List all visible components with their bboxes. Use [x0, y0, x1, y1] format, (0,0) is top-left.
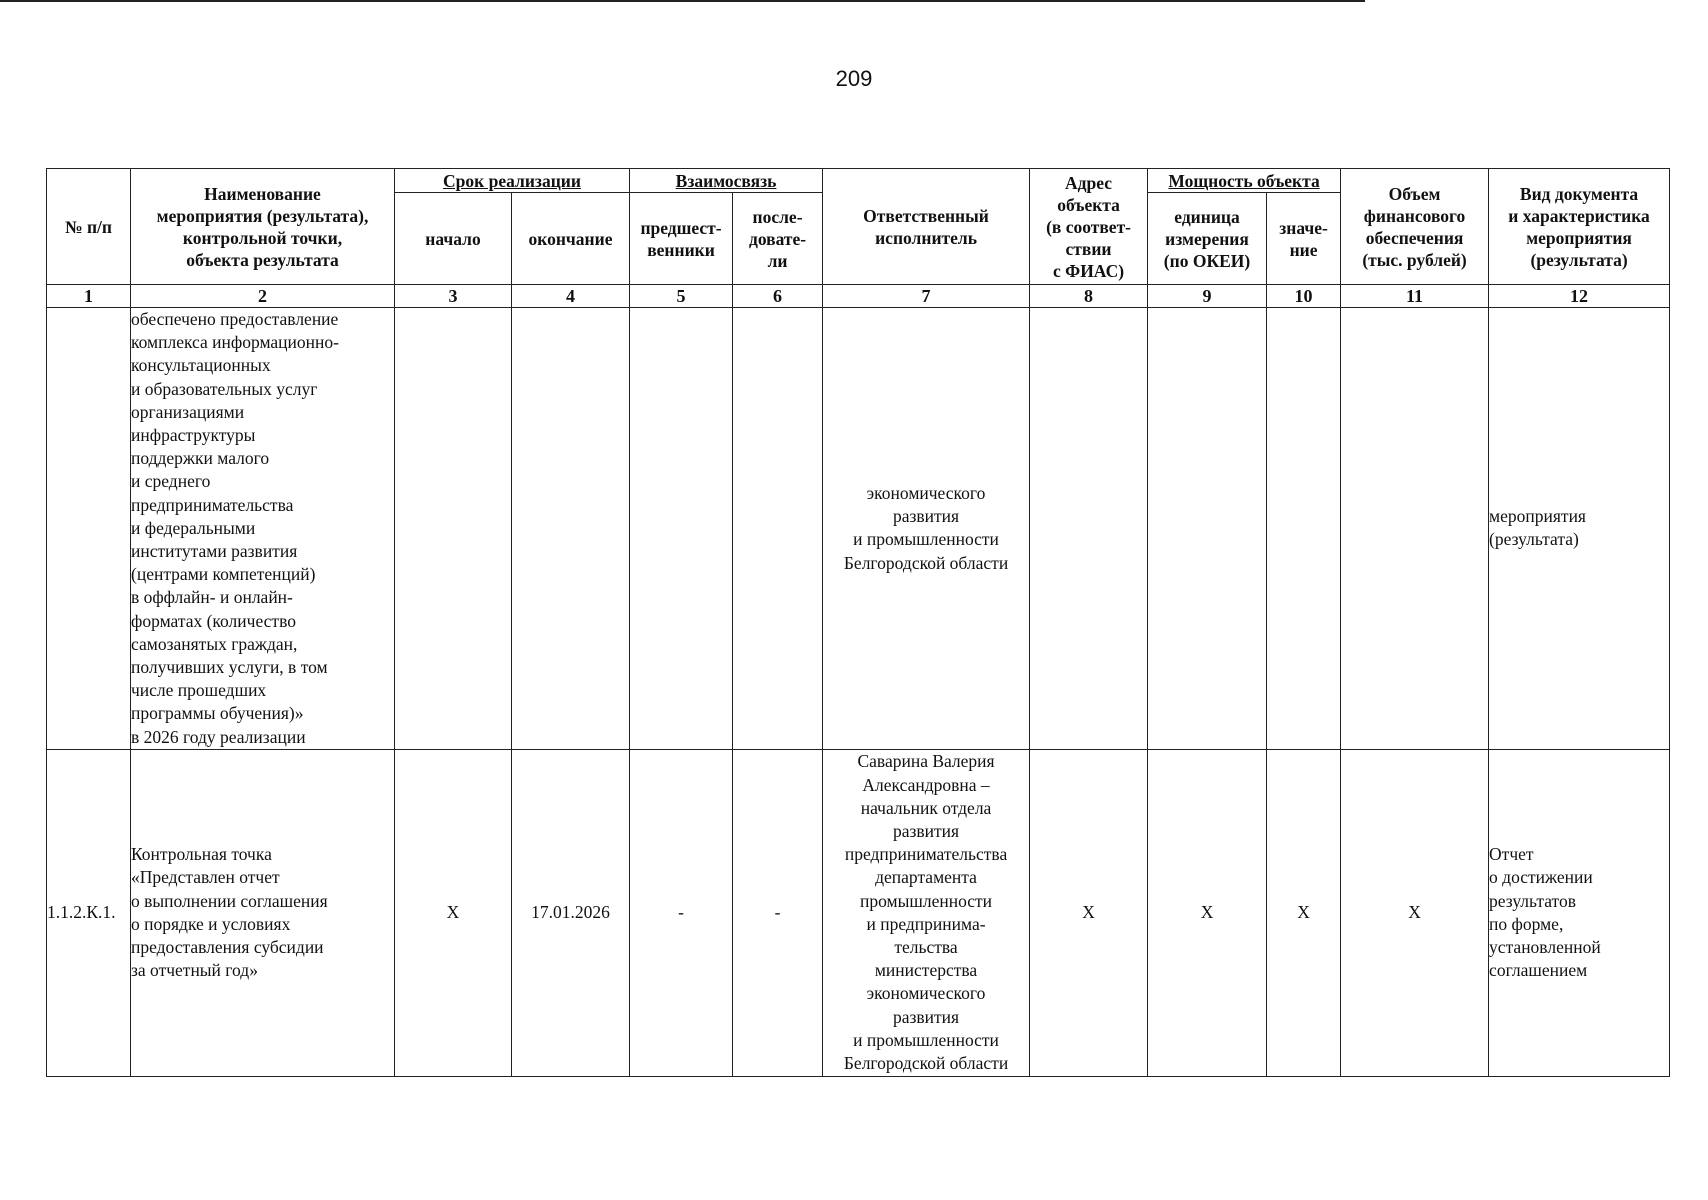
column-number: 10 — [1267, 285, 1341, 308]
row-address-cell — [1030, 308, 1148, 750]
column-number: 11 — [1341, 285, 1489, 308]
column-number: 9 — [1148, 285, 1267, 308]
column-number: 6 — [733, 285, 823, 308]
row-value: X — [1297, 902, 1310, 923]
row-end-cell — [512, 308, 630, 750]
column-number: 2 — [131, 285, 395, 308]
row-value-cell — [1267, 749, 1341, 1076]
row-end: 17.01.2026 — [531, 902, 610, 923]
column-numbers-row — [47, 285, 1670, 308]
table-row — [47, 308, 1670, 750]
row-start-cell — [395, 749, 512, 1076]
header-successors: после- довате- ли — [733, 193, 823, 285]
row-number-cell — [47, 308, 131, 750]
header-document: Вид документа и характеристика мероприятия (результата) — [1489, 169, 1670, 285]
row-successors: - — [774, 902, 781, 923]
row-document-cell — [1489, 749, 1670, 1076]
row-name-cell — [131, 308, 395, 750]
row-unit-cell — [1148, 308, 1267, 750]
row-finance: X — [1408, 902, 1421, 923]
row-name: обеспечено предоставление комплекса информационно- консультационных и образовательных услуг организациями инфраструктуры поддержки малого и среднего предпринимательства и федеральными институтами развития (центрами компетенций) в оффлайн- и онлайн- форматах (количество самозанятых граждан, получивших услуги, в том числе прошедших программы обучения)» в 2026 году реализации — [131, 309, 339, 747]
header-address: Адрес объекта (в соответ- ствии с ФИАС) — [1030, 169, 1148, 285]
header-predecessors: предшест- венники — [630, 193, 733, 285]
row-number: 1.1.2.К.1. — [47, 902, 116, 923]
row-responsible: экономического развития и промышленности Белгородской области — [843, 483, 1009, 573]
header-group-term — [395, 169, 630, 193]
header-group-link — [630, 169, 823, 193]
header-finance: Объем финансового обеспечения (тыс. рублей) — [1341, 169, 1489, 285]
column-number: 3 — [395, 285, 512, 308]
row-document: мероприятия (результата) — [1489, 506, 1586, 550]
row-start: X — [446, 902, 460, 923]
row-start-cell — [395, 308, 512, 750]
header-value: значе- ние — [1267, 193, 1341, 285]
row-successors-cell — [733, 308, 823, 750]
row-finance-cell — [1341, 308, 1489, 750]
row-document: Отчет о достижении результатов по форме, установленной соглашением — [1489, 844, 1601, 981]
column-number: 5 — [630, 285, 733, 308]
header-end: окончание — [512, 193, 630, 285]
page-number: 209 — [835, 66, 873, 91]
column-number: 1 — [47, 285, 131, 308]
row-finance-cell — [1341, 749, 1489, 1076]
header-group-capacity-label: Мощность объекта — [1168, 170, 1320, 191]
row-name: Контрольная точка «Представлен отчет о выполнении соглашения о порядке и условиях предоставления субсидии за отчетный год» — [131, 844, 328, 981]
row-unit: X — [1200, 902, 1214, 923]
top-border-line — [0, 0, 1365, 2]
column-number: 12 — [1489, 285, 1670, 308]
header-group-term-label: Срок реализации — [443, 170, 581, 191]
column-number: 7 — [823, 285, 1030, 308]
header-start: начало — [395, 193, 512, 285]
row-address-cell — [1030, 749, 1148, 1076]
row-value-cell — [1267, 308, 1341, 750]
row-predecessors-cell — [630, 749, 733, 1076]
row-end-cell — [512, 749, 630, 1076]
row-predecessors: - — [678, 902, 684, 923]
row-responsible-cell — [823, 749, 1030, 1076]
column-number: 4 — [512, 285, 630, 308]
header-unit: единица измерения (по ОКЕИ) — [1148, 193, 1267, 285]
header-name: Наименование мероприятия (результата), контрольной точки, объекта результата — [131, 169, 395, 285]
table-row — [47, 749, 1670, 1076]
column-number: 8 — [1030, 285, 1148, 308]
row-responsible-cell — [823, 308, 1030, 750]
header-responsible: Ответственный исполнитель — [823, 169, 1030, 285]
row-address: X — [1082, 902, 1095, 923]
row-predecessors-cell — [630, 308, 733, 750]
row-number-cell — [47, 749, 131, 1076]
header-group-capacity — [1148, 169, 1341, 193]
row-unit-cell — [1148, 749, 1267, 1076]
row-document-cell — [1489, 308, 1670, 750]
row-responsible: Саварина Валерия Александровна – начальник отдела развития предпринимательства департамента промышленности и предпринима- тельства министерства экономического развития и промышленности Белгородской области — [843, 751, 1009, 1074]
row-successors-cell — [733, 749, 823, 1076]
plan-table — [46, 168, 1670, 1077]
header-number: № п/п — [47, 169, 131, 285]
header-group-link-label: Взаимосвязь — [675, 170, 777, 191]
row-name-cell — [131, 749, 395, 1076]
